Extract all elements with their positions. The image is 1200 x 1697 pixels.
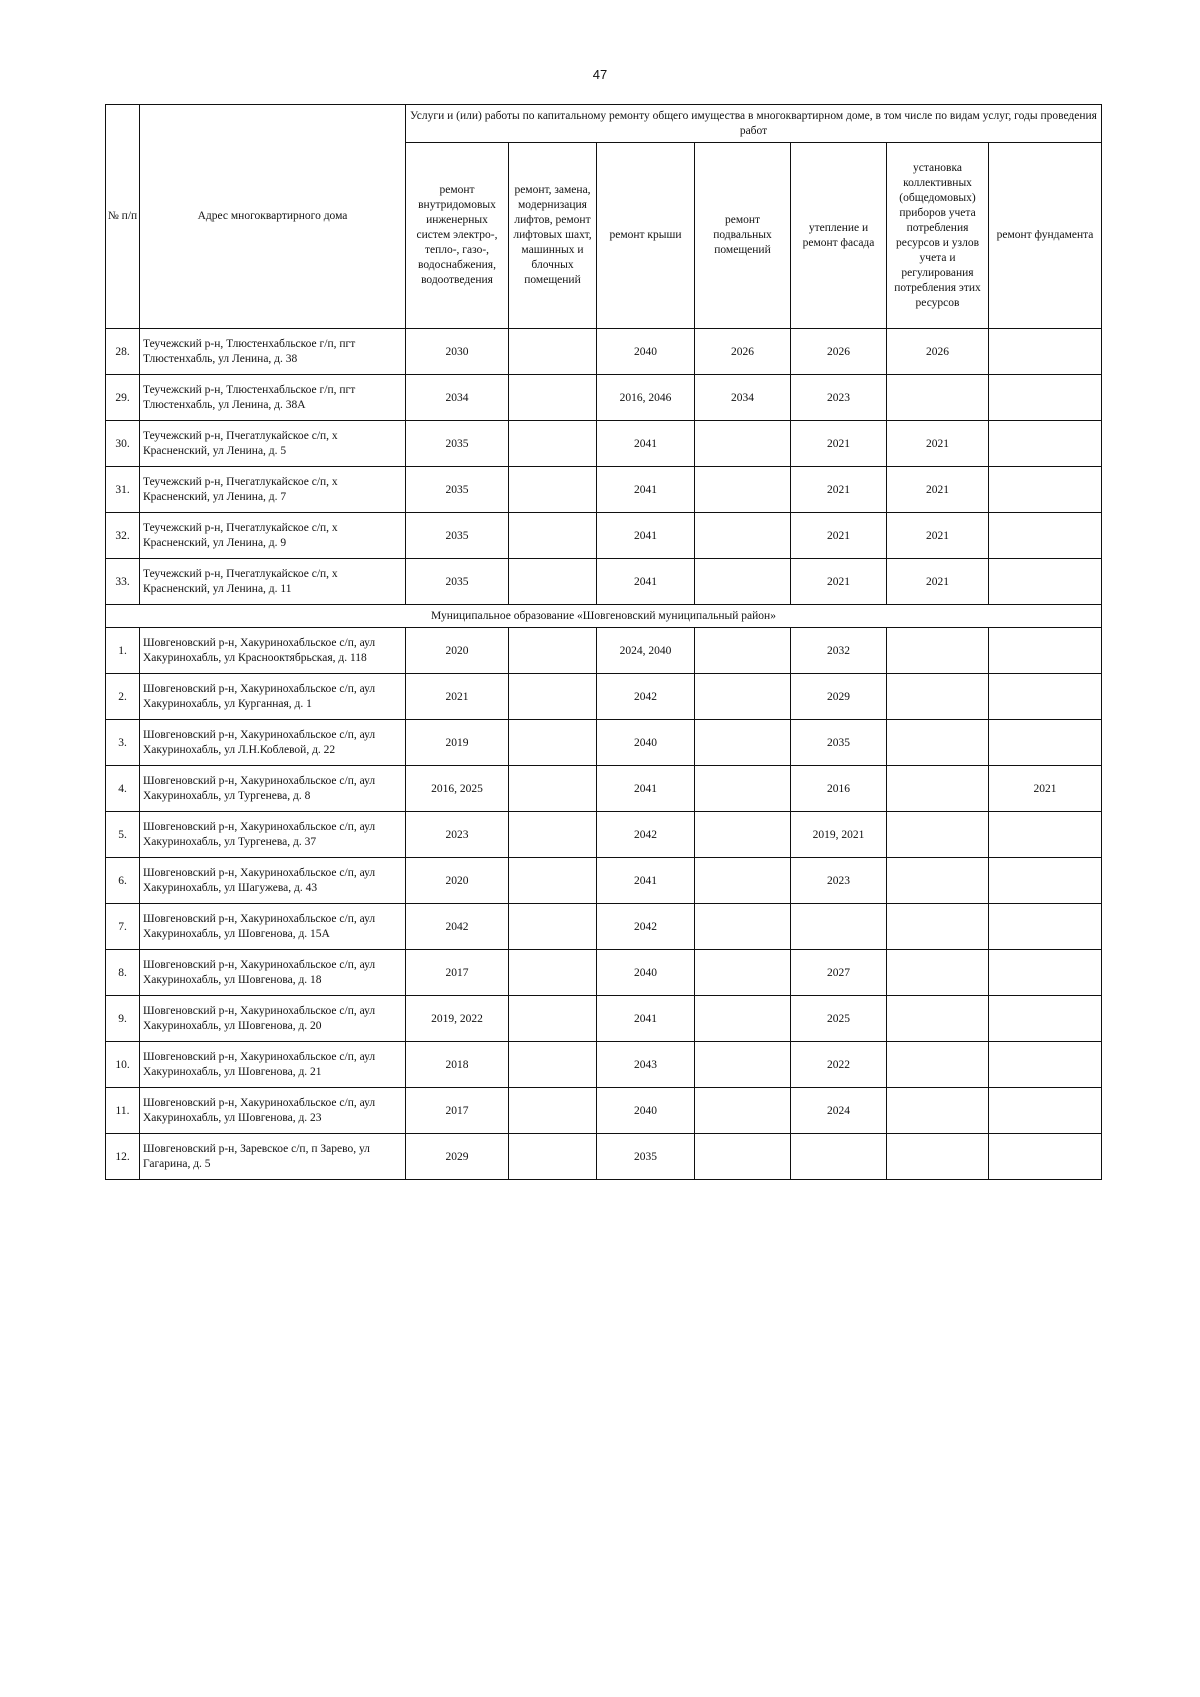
row-year-cell: [509, 513, 597, 559]
row-year-cell: 2026: [791, 329, 887, 375]
row-address: Шовгеновский р-н, Хакуринохабльское с/п, аул Хакуринохабль, ул Шагужева, д. 43: [140, 858, 406, 904]
row-year-cell: [695, 467, 791, 513]
table-row: [106, 513, 1102, 559]
row-year-cell: [791, 1134, 887, 1180]
row-year-cell: 2021: [989, 766, 1102, 812]
row-year-cell: [887, 720, 989, 766]
row-year-cell: [989, 950, 1102, 996]
table-body-b: [106, 628, 1102, 1180]
row-year-cell: 2042: [597, 812, 695, 858]
row-year-cell: [989, 1088, 1102, 1134]
row-number: 11.: [106, 1088, 140, 1134]
row-year-cell: 2042: [597, 904, 695, 950]
table-row: [106, 904, 1102, 950]
row-year-cell: [989, 513, 1102, 559]
row-year-cell: [989, 467, 1102, 513]
row-year-cell: 2032: [791, 628, 887, 674]
row-year-cell: [887, 628, 989, 674]
row-year-cell: 2041: [597, 996, 695, 1042]
row-year-cell: [989, 674, 1102, 720]
row-year-cell: 2030: [406, 329, 509, 375]
row-address: Шовгеновский р-н, Хакуринохабльское с/п, аул Хакуринохабль, ул Шовгенова, д. 15А: [140, 904, 406, 950]
table-row: [106, 812, 1102, 858]
row-year-cell: 2041: [597, 421, 695, 467]
row-year-cell: 2027: [791, 950, 887, 996]
row-address: Шовгеновский р-н, Хакуринохабльское с/п, аул Хакуринохабль, ул Шовгенова, д. 23: [140, 1088, 406, 1134]
row-number: 7.: [106, 904, 140, 950]
row-year-cell: [695, 513, 791, 559]
row-address: Шовгеновский р-н, Хакуринохабльское с/п, аул Хакуринохабль, ул Шовгенова, д. 18: [140, 950, 406, 996]
row-number: 8.: [106, 950, 140, 996]
row-address: Шовгеновский р-н, Хакуринохабльское с/п, аул Хакуринохабль, ул Тургенева, д. 37: [140, 812, 406, 858]
row-address: Теучежский р-н, Пчегатлукайское с/п, х Красненский, ул Ленина, д. 5: [140, 421, 406, 467]
section-row: [106, 605, 1102, 628]
row-year-cell: 2042: [597, 674, 695, 720]
row-address: Шовгеновский р-н, Хакуринохабльское с/п, аул Хакуринохабль, ул Курганная, д. 1: [140, 674, 406, 720]
row-year-cell: [695, 766, 791, 812]
section-title: Муниципальное образование «Шовгеновский муниципальный район»: [106, 605, 1102, 628]
row-number: 33.: [106, 559, 140, 605]
table-row: [106, 996, 1102, 1042]
row-year-cell: [989, 421, 1102, 467]
row-year-cell: [695, 1088, 791, 1134]
row-year-cell: 2035: [406, 559, 509, 605]
row-year-cell: [695, 674, 791, 720]
row-year-cell: 2035: [597, 1134, 695, 1180]
header-address: Адрес многоквартирного дома: [140, 105, 406, 329]
row-year-cell: [887, 904, 989, 950]
row-year-cell: 2020: [406, 858, 509, 904]
row-year-cell: 2029: [791, 674, 887, 720]
row-year-cell: 2035: [406, 467, 509, 513]
row-number: 29.: [106, 375, 140, 421]
row-year-cell: 2022: [791, 1042, 887, 1088]
table-row: [106, 559, 1102, 605]
table-header: [106, 105, 1102, 329]
row-year-cell: 2034: [406, 375, 509, 421]
header-column: ремонт крыши: [597, 143, 695, 329]
row-year-cell: [887, 1134, 989, 1180]
row-year-cell: [509, 1042, 597, 1088]
row-year-cell: 2041: [597, 559, 695, 605]
row-year-cell: 2021: [791, 559, 887, 605]
row-year-cell: 2035: [406, 513, 509, 559]
row-year-cell: [989, 1042, 1102, 1088]
row-year-cell: 2029: [406, 1134, 509, 1180]
row-year-cell: 2020: [406, 628, 509, 674]
row-year-cell: [509, 329, 597, 375]
row-year-cell: 2021: [791, 513, 887, 559]
table-row: [106, 1134, 1102, 1180]
row-year-cell: 2025: [791, 996, 887, 1042]
row-year-cell: [887, 950, 989, 996]
row-year-cell: 2019: [406, 720, 509, 766]
row-year-cell: 2021: [887, 467, 989, 513]
row-year-cell: [989, 329, 1102, 375]
row-address: Теучежский р-н, Тлюстенхабльское г/п, пгт Тлюстенхабль, ул Ленина, д. 38А: [140, 375, 406, 421]
row-year-cell: [989, 628, 1102, 674]
row-number: 5.: [106, 812, 140, 858]
row-year-cell: 2041: [597, 513, 695, 559]
row-address: Теучежский р-н, Тлюстенхабльское г/п, пгт Тлюстенхабль, ул Ленина, д. 38: [140, 329, 406, 375]
table-row: [106, 674, 1102, 720]
row-year-cell: [509, 674, 597, 720]
section-body: [106, 605, 1102, 628]
header-column: утепление и ремонт фасада: [791, 143, 887, 329]
row-number: 1.: [106, 628, 140, 674]
row-number: 28.: [106, 329, 140, 375]
row-address: Шовгеновский р-н, Заревское с/п, п Зарево, ул Гагарина, д. 5: [140, 1134, 406, 1180]
header-group: Услуги и (или) работы по капитальному ремонту общего имущества в многоквартирном доме, в том числе по видам услуг, годы проведения работ: [406, 105, 1102, 143]
row-year-cell: 2021: [887, 513, 989, 559]
table-row: [106, 950, 1102, 996]
row-address: Теучежский р-н, Пчегатлукайское с/п, х Красненский, ул Ленина, д. 9: [140, 513, 406, 559]
row-year-cell: 2034: [695, 375, 791, 421]
row-year-cell: 2024: [791, 1088, 887, 1134]
row-year-cell: [695, 996, 791, 1042]
row-year-cell: 2023: [791, 375, 887, 421]
capital-repair-table: [105, 104, 1102, 1180]
row-year-cell: [887, 1042, 989, 1088]
row-address: Теучежский р-н, Пчегатлукайское с/п, х Красненский, ул Ленина, д. 7: [140, 467, 406, 513]
row-year-cell: [887, 375, 989, 421]
row-number: 10.: [106, 1042, 140, 1088]
row-year-cell: 2021: [406, 674, 509, 720]
row-year-cell: 2026: [695, 329, 791, 375]
row-address: Шовгеновский р-н, Хакуринохабльское с/п, аул Хакуринохабль, ул Л.Н.Коблевой, д. 22: [140, 720, 406, 766]
row-year-cell: [509, 1088, 597, 1134]
row-address: Шовгеновский р-н, Хакуринохабльское с/п, аул Хакуринохабль, ул Тургенева, д. 8: [140, 766, 406, 812]
row-number: 30.: [106, 421, 140, 467]
row-year-cell: 2016: [791, 766, 887, 812]
row-year-cell: [887, 996, 989, 1042]
table-body-a: [106, 329, 1102, 605]
row-year-cell: [695, 421, 791, 467]
row-year-cell: 2024, 2040: [597, 628, 695, 674]
row-year-cell: [509, 720, 597, 766]
row-year-cell: [989, 720, 1102, 766]
table-row: [106, 421, 1102, 467]
row-year-cell: 2040: [597, 1088, 695, 1134]
row-address: Шовгеновский р-н, Хакуринохабльское с/п, аул Хакуринохабль, ул Шовгенова, д. 20: [140, 996, 406, 1042]
row-year-cell: [509, 812, 597, 858]
table-row: [106, 720, 1102, 766]
row-number: 6.: [106, 858, 140, 904]
row-year-cell: 2040: [597, 950, 695, 996]
row-year-cell: [695, 559, 791, 605]
row-year-cell: [695, 1042, 791, 1088]
row-year-cell: [887, 812, 989, 858]
header-column: ремонт фундамента: [989, 143, 1102, 329]
row-number: 31.: [106, 467, 140, 513]
row-year-cell: [989, 375, 1102, 421]
row-year-cell: 2035: [406, 421, 509, 467]
row-year-cell: [509, 858, 597, 904]
row-year-cell: 2021: [887, 421, 989, 467]
row-year-cell: 2021: [791, 467, 887, 513]
row-year-cell: [695, 950, 791, 996]
row-year-cell: 2041: [597, 467, 695, 513]
row-year-cell: [509, 1134, 597, 1180]
table-row: [106, 628, 1102, 674]
row-year-cell: 2042: [406, 904, 509, 950]
row-year-cell: 2035: [791, 720, 887, 766]
row-year-cell: [989, 858, 1102, 904]
header-num: № п/п: [106, 105, 140, 329]
row-year-cell: [989, 559, 1102, 605]
row-year-cell: [509, 467, 597, 513]
row-year-cell: [887, 674, 989, 720]
row-year-cell: [509, 904, 597, 950]
row-number: 12.: [106, 1134, 140, 1180]
row-year-cell: 2023: [791, 858, 887, 904]
row-year-cell: [509, 421, 597, 467]
table-row: [106, 329, 1102, 375]
row-year-cell: 2017: [406, 1088, 509, 1134]
table-row: [106, 1042, 1102, 1088]
row-number: 2.: [106, 674, 140, 720]
row-year-cell: [509, 766, 597, 812]
row-year-cell: 2026: [887, 329, 989, 375]
row-year-cell: [695, 812, 791, 858]
row-year-cell: [887, 1088, 989, 1134]
row-number: 3.: [106, 720, 140, 766]
row-address: Теучежский р-н, Пчегатлукайское с/п, х Красненский, ул Ленина, д. 11: [140, 559, 406, 605]
header-column: ремонт подвальных помещений: [695, 143, 791, 329]
row-year-cell: [509, 996, 597, 1042]
row-year-cell: 2041: [597, 858, 695, 904]
table-row: [106, 1088, 1102, 1134]
row-year-cell: 2021: [887, 559, 989, 605]
row-year-cell: 2016, 2046: [597, 375, 695, 421]
row-year-cell: [989, 996, 1102, 1042]
row-year-cell: 2040: [597, 329, 695, 375]
page-number: 47: [592, 67, 608, 82]
row-year-cell: [695, 858, 791, 904]
header-column: ремонт внутридомовых инженерных систем электро-, тепло-, газо-, водоснабжения, водоотведения: [406, 143, 509, 329]
row-number: 32.: [106, 513, 140, 559]
row-year-cell: 2017: [406, 950, 509, 996]
row-year-cell: 2040: [597, 720, 695, 766]
header-column: установка коллективных (общедомовых) приборов учета потребления ресурсов и узлов учета и регулирования потребления этих ресурсов: [887, 143, 989, 329]
table-row: [106, 766, 1102, 812]
row-year-cell: 2023: [406, 812, 509, 858]
row-year-cell: [695, 1134, 791, 1180]
header-column: ремонт, замена, модернизация лифтов, ремонт лифтовых шахт, машинных и блочных помещений: [509, 143, 597, 329]
table-row: [106, 467, 1102, 513]
row-year-cell: [509, 559, 597, 605]
row-year-cell: 2018: [406, 1042, 509, 1088]
row-year-cell: [695, 628, 791, 674]
row-year-cell: [509, 375, 597, 421]
table-row: [106, 858, 1102, 904]
row-year-cell: 2021: [791, 421, 887, 467]
row-year-cell: 2043: [597, 1042, 695, 1088]
row-address: Шовгеновский р-н, Хакуринохабльское с/п, аул Хакуринохабль, ул Шовгенова, д. 21: [140, 1042, 406, 1088]
row-year-cell: [695, 720, 791, 766]
row-year-cell: 2016, 2025: [406, 766, 509, 812]
row-year-cell: [509, 628, 597, 674]
row-year-cell: [509, 950, 597, 996]
row-year-cell: [989, 1134, 1102, 1180]
row-year-cell: [791, 904, 887, 950]
table-row: [106, 375, 1102, 421]
row-year-cell: [695, 904, 791, 950]
row-year-cell: [887, 858, 989, 904]
row-number: 9.: [106, 996, 140, 1042]
row-year-cell: 2041: [597, 766, 695, 812]
row-year-cell: 2019, 2022: [406, 996, 509, 1042]
row-number: 4.: [106, 766, 140, 812]
row-address: Шовгеновский р-н, Хакуринохабльское с/п, аул Хакуринохабль, ул Краснооктябрьская, д. 118: [140, 628, 406, 674]
row-year-cell: 2019, 2021: [791, 812, 887, 858]
row-year-cell: [887, 766, 989, 812]
row-year-cell: [989, 904, 1102, 950]
row-year-cell: [989, 812, 1102, 858]
